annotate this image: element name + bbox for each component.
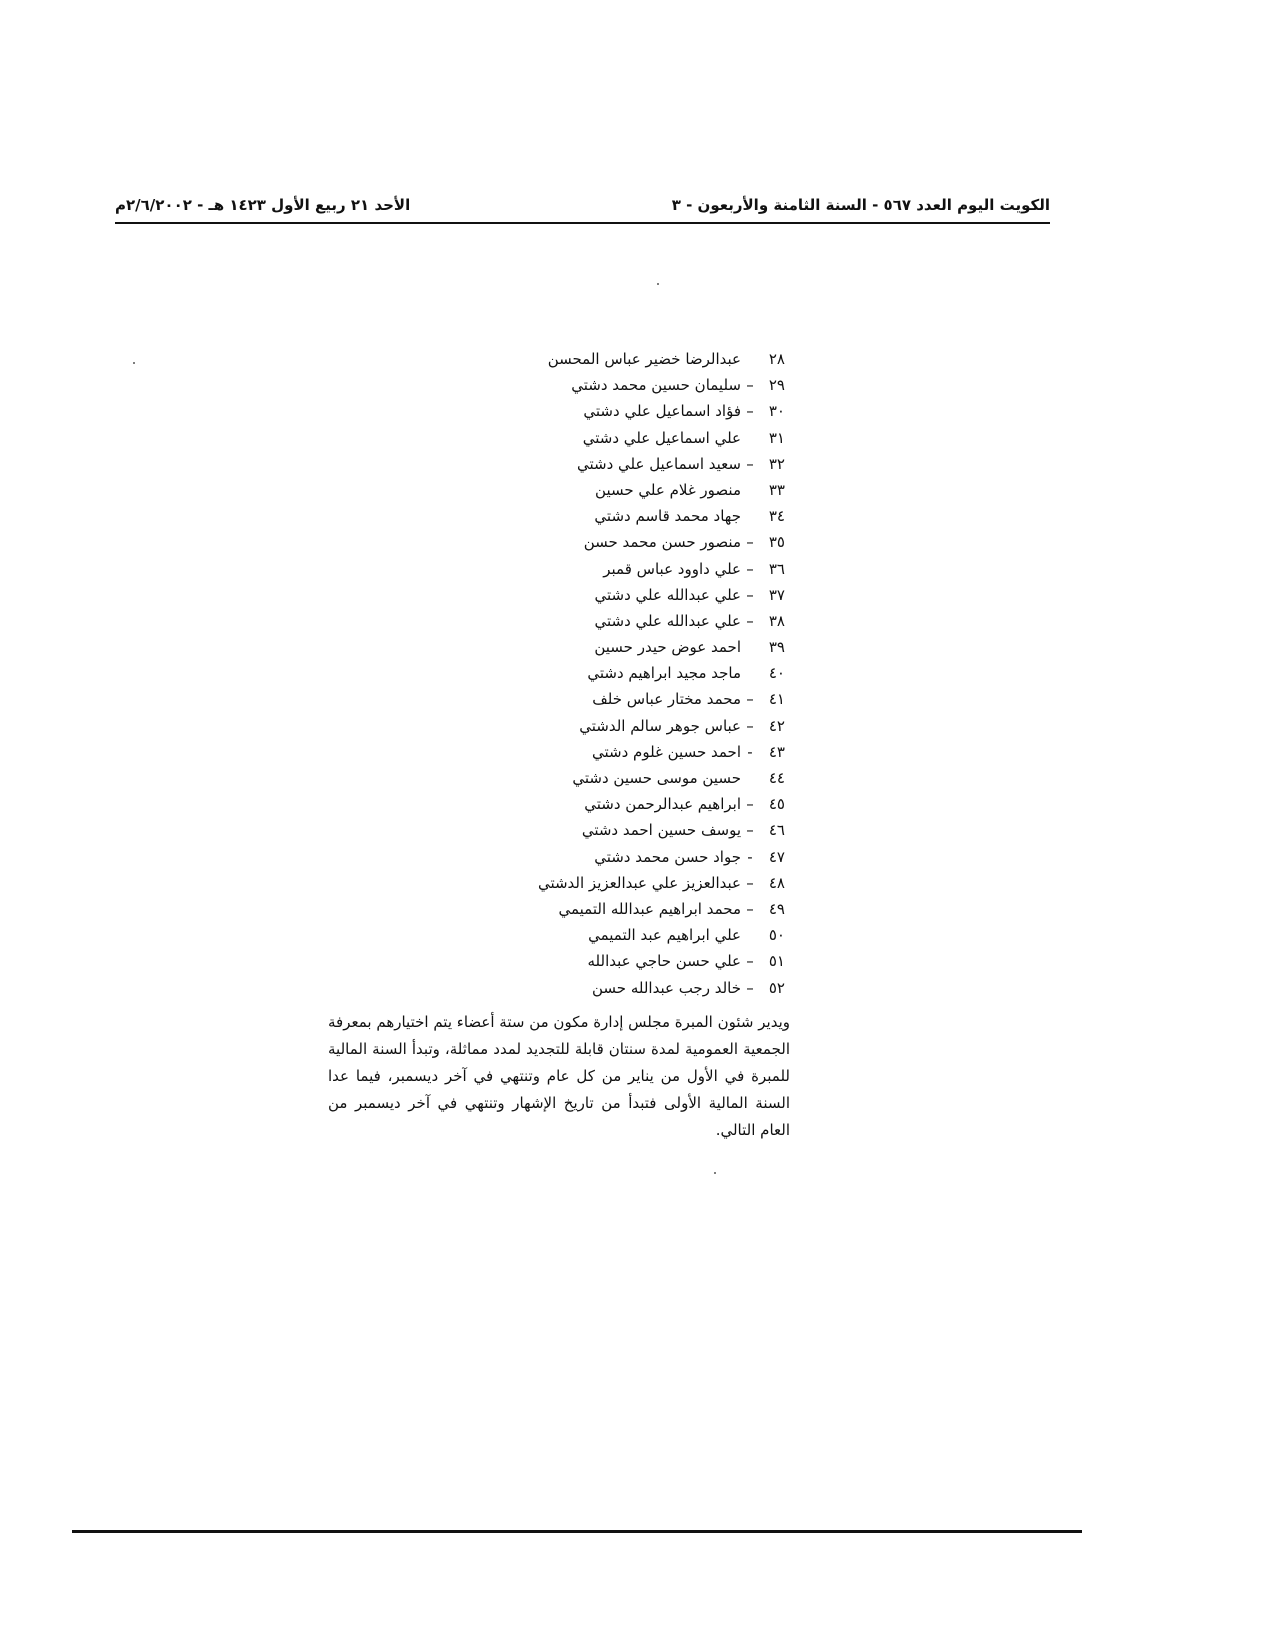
list-item: ٣١علي اسماعيل علي دشتي	[582, 428, 785, 447]
member-name: احمد عوض حيدر حسين	[594, 638, 741, 657]
list-item: ٣٩احمد عوض حيدر حسين	[594, 638, 785, 657]
member-name: عبدالرضا خضير عباس المحسن	[547, 350, 741, 368]
list-item: ٣٨–علي عبدالله علي دشتي	[594, 611, 785, 630]
scan-speck	[714, 1172, 716, 1174]
list-item: ٣٧–علي عبدالله علي دشتي	[594, 585, 785, 604]
list-item: ٤٢–عباس جوهر سالم الدشتي	[579, 716, 785, 735]
list-item: ٤٠ماجد مجيد ابراهيم دشتي	[587, 664, 785, 683]
member-name: علي حسن حاجي عبدالله	[587, 952, 741, 971]
member-name: علي اسماعيل علي دشتي	[582, 428, 741, 447]
list-item: ٣٢–سعيد اسماعيل علي دشتي	[576, 454, 785, 473]
list-item: ٥٢–خالد رجب عبدالله حسن	[591, 978, 785, 997]
list-item: ٣٣منصور غلام علي حسين	[595, 480, 785, 499]
member-name: سعيد اسماعيل علي دشتي	[576, 454, 741, 473]
member-name: خالد رجب عبدالله حسن	[591, 978, 741, 997]
member-name: احمد حسين غلوم دشتي	[591, 742, 741, 761]
member-name: منصور حسن محمد حسن	[583, 533, 741, 552]
footer-rule	[72, 1530, 1082, 1533]
issue-date: الأحد ٢١ ربيع الأول ١٤٢٣ هـ - ٢/٦/٢٠٠٢م	[115, 196, 411, 214]
list-item: ٣٠–فؤاد اسماعيل علي دشتي	[583, 402, 785, 421]
member-name: فؤاد اسماعيل علي دشتي	[583, 402, 741, 421]
list-item: ٤٤حسين موسى حسين دشتي	[572, 769, 785, 787]
member-name: علي عبدالله علي دشتي	[594, 585, 741, 604]
member-name: علي ابراهيم عبد التميمي	[588, 926, 741, 945]
list-item: ٥١–علي حسن حاجي عبدالله	[587, 952, 785, 971]
scan-speck	[133, 362, 135, 364]
member-name: ماجد مجيد ابراهيم دشتي	[587, 664, 741, 683]
member-name: علي داوود عباس قمبر	[603, 559, 741, 578]
list-item: ٤٥–ابراهيم عبدالرحمن دشتي	[584, 795, 785, 814]
page-header	[115, 196, 1050, 224]
list-item: ٤٨–عبدالعزيز علي عبدالعزيز الدشتي	[537, 873, 785, 892]
list-item: ٣٤جهاد محمد قاسم دشتي	[594, 507, 785, 526]
list-item: ٣٦–علي داوود عباس قمبر	[603, 559, 785, 578]
list-item: ٤٩–محمد ابراهيم عبدالله التميمي	[558, 899, 785, 918]
member-name: حسين موسى حسين دشتي	[572, 769, 741, 787]
member-name: جهاد محمد قاسم دشتي	[594, 507, 741, 526]
member-name: علي عبدالله علي دشتي	[594, 611, 741, 630]
list-item: ٤٣-احمد حسين غلوم دشتي	[591, 742, 785, 761]
member-name: ابراهيم عبدالرحمن دشتي	[584, 795, 741, 814]
list-item: ٣٥–منصور حسن محمد حسن	[583, 533, 785, 552]
member-name: عبدالعزيز علي عبدالعزيز الدشتي	[537, 873, 741, 892]
member-name: سليمان حسين محمد دشتي	[571, 376, 741, 395]
list-item: ٤١–محمد مختار عباس خلف	[592, 690, 785, 709]
members-list	[538, 346, 785, 1001]
list-item: ٢٩–سليمان حسين محمد دشتي	[571, 376, 785, 395]
member-name: محمد ابراهيم عبدالله التميمي	[558, 899, 741, 918]
board-paragraph: ويدير شئون المبرة مجلس إدارة مكون من ستة أعضاء يتم اختيارهم بمعرفة الجمعية العمومية لمدة سنتان قابلة للتجديد لمدد مماثلة، وتبدأ السنة المالية للمبرة في الأول من يناير من كل عام وتنتهي في آخر ديسمبر، فيما عدا السنة المالية الأولى فتبدأ من تاريخ الإشهار وتنتهي في آخر ديسمبر من العام التالي.	[328, 1013, 790, 1139]
gazette-issue-label: الكويت اليوم العدد ٥٦٧ - السنة الثامنة والأربعون - ٣	[671, 196, 1050, 214]
member-name: عباس جوهر سالم الدشتي	[579, 716, 741, 735]
scan-speck	[657, 283, 659, 285]
list-item: ٢٨عبدالرضا خضير عباس المحسن	[547, 350, 785, 368]
list-item: ٤٦–يوسف حسين احمد دشتي	[581, 821, 785, 840]
member-name: جواد حسن محمد دشتي	[594, 847, 741, 866]
list-item: ٥٠علي ابراهيم عبد التميمي	[588, 926, 785, 945]
member-name: يوسف حسين احمد دشتي	[581, 821, 741, 840]
list-item: ٤٧-جواد حسن محمد دشتي	[594, 847, 785, 866]
member-name: منصور غلام علي حسين	[595, 480, 741, 499]
member-name: محمد مختار عباس خلف	[592, 690, 741, 709]
